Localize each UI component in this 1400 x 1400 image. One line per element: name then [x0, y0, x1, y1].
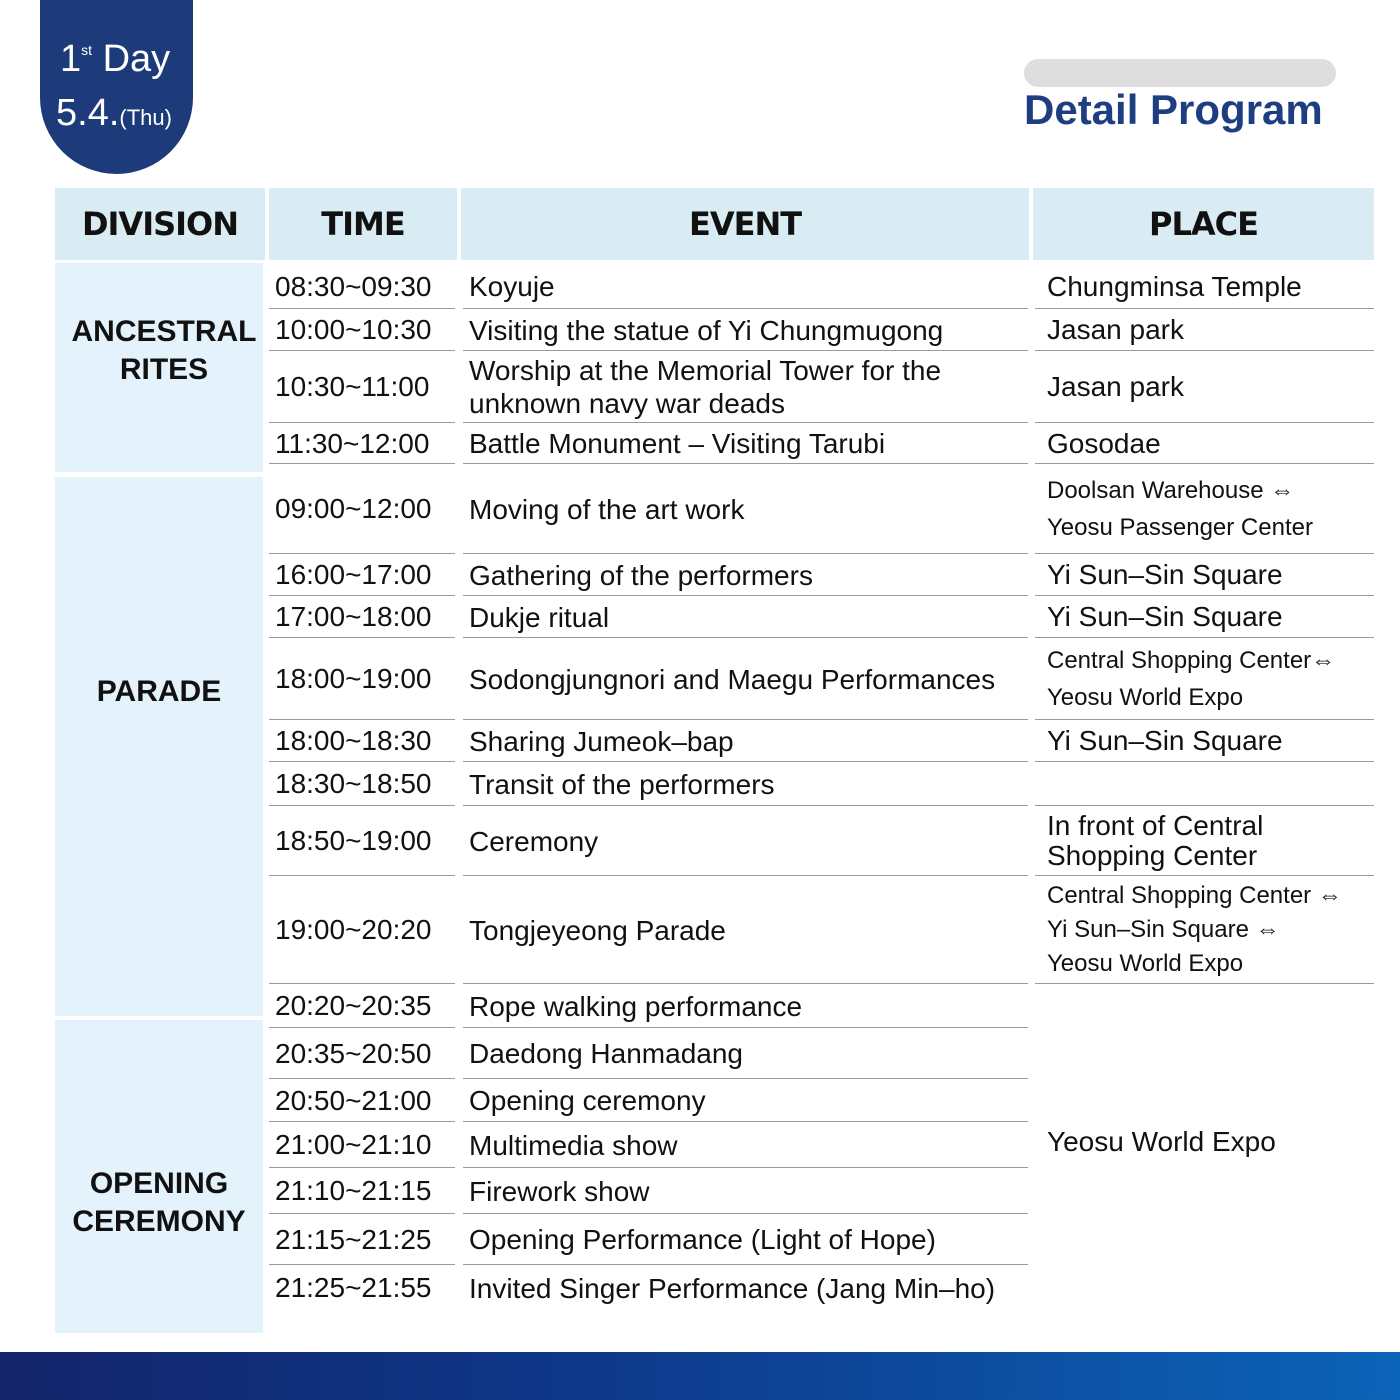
division-label: ANCESTRAL RITES: [71, 315, 257, 386]
time-cell: 16:00~17:00: [275, 559, 432, 590]
row-divider: [463, 719, 1028, 720]
division-label: PARADE: [96, 674, 222, 708]
event-cell: Gathering of the performers: [469, 559, 813, 591]
event-cell: Worship at the Memorial Tower for the unknown navy war deads: [469, 355, 942, 419]
header-place: PLACE: [1033, 188, 1374, 260]
row-divider: [269, 1167, 455, 1168]
row-divider: [463, 1078, 1028, 1079]
row-divider: [1035, 719, 1374, 720]
row-divider: [463, 553, 1028, 554]
page-title: Detail Program: [1024, 86, 1323, 133]
time-cell: 09:00~12:00: [275, 493, 432, 524]
row-divider: [463, 1121, 1028, 1122]
place-cell: Chungminsa Temple: [1047, 270, 1302, 302]
time-cell: 10:00~10:30: [275, 314, 432, 345]
division-parade: [55, 477, 263, 1016]
row-divider: [463, 1213, 1028, 1214]
time-cell: 18:00~18:30: [275, 725, 432, 756]
place-cell: Jasan park: [1047, 314, 1184, 345]
time-cell: 18:30~18:50: [275, 768, 432, 799]
row-divider: [463, 805, 1028, 806]
row-divider: [269, 553, 455, 554]
event-cell: Multimedia show: [469, 1129, 678, 1161]
footer-gradient-bar: [0, 1352, 1400, 1400]
event-cell: Transit of the performers: [469, 768, 775, 800]
row-divider: [1035, 350, 1374, 351]
row-divider: [269, 983, 455, 984]
event-cell: Rope walking performance: [469, 990, 803, 1022]
event-cell: Koyuje: [469, 271, 555, 302]
row-divider: [269, 463, 455, 464]
time-cell: 20:20~20:35: [275, 990, 432, 1021]
event-cell: Firework show: [469, 1175, 650, 1207]
event-cell: Sharing Jumeok–bap: [469, 725, 734, 757]
event-cell: Dukje ritual: [469, 601, 610, 633]
row-divider: [269, 875, 455, 876]
place-cell: Yi Sun–Sin Square: [1047, 601, 1283, 632]
time-cell: 08:30~09:30: [275, 270, 432, 302]
time-cell: 18:00~19:00: [275, 663, 432, 694]
time-cell: 21:00~21:10: [275, 1129, 432, 1160]
event-cell: Moving of the art work: [469, 493, 745, 525]
division-ancestral-rites: [55, 263, 263, 472]
row-divider: [463, 1264, 1028, 1265]
row-divider: [269, 1264, 455, 1265]
day-label: 1st Day: [60, 38, 171, 80]
row-divider: [463, 595, 1028, 596]
event-cell: Opening Performance (Light of Hope): [469, 1224, 936, 1255]
row-divider: [269, 1121, 455, 1122]
place-cell: Gosodae: [1047, 427, 1161, 459]
time-cell: 18:50~19:00: [275, 825, 432, 856]
row-divider: [1035, 983, 1374, 984]
place-cell: In front of Central Shopping Center: [1047, 810, 1264, 871]
event-cell: Invited Singer Performance (Jang Min–ho): [469, 1272, 996, 1304]
time-cell: 17:00~18:00: [275, 601, 432, 632]
row-divider: [463, 1027, 1028, 1028]
row-divider: [463, 983, 1028, 984]
place-cell: Yi Sun–Sin Square: [1047, 559, 1283, 590]
row-divider: [1035, 595, 1374, 596]
header-time: TIME: [269, 188, 457, 260]
row-divider: [269, 1213, 455, 1214]
row-divider: [269, 350, 455, 351]
division-label: OPENING CEREMONY: [72, 1167, 246, 1238]
division-opening-ceremony: [55, 1020, 263, 1333]
time-cell: 21:15~21:25: [275, 1223, 432, 1255]
time-cell: 21:10~21:15: [275, 1175, 432, 1206]
title-decoration-bar: [1024, 59, 1336, 87]
event-cell: Ceremony: [469, 825, 599, 857]
row-divider: [1035, 463, 1374, 464]
time-cell: 20:50~21:00: [275, 1084, 432, 1116]
row-divider: [463, 637, 1028, 638]
row-divider: [1035, 553, 1374, 554]
time-cell: 10:30~11:00: [275, 371, 430, 402]
place-cell: Central Shopping Center ⇔ Yi Sun–Sin Square ⇔ Yeosu World Expo: [1047, 882, 1342, 977]
row-divider: [269, 1078, 455, 1079]
row-divider: [1035, 308, 1374, 309]
row-divider: [463, 761, 1028, 762]
place-cell: Doolsan Warehouse ⇔ Yeosu Passenger Center: [1047, 477, 1313, 541]
row-divider: [1035, 805, 1374, 806]
day-badge: [40, 0, 193, 174]
place-cell: Jasan park: [1047, 371, 1184, 402]
row-divider: [463, 463, 1028, 464]
row-divider: [269, 595, 455, 596]
place-cell: Yi Sun–Sin Square: [1047, 725, 1283, 756]
row-divider: [269, 805, 455, 806]
row-divider: [463, 875, 1028, 876]
row-divider: [463, 1167, 1028, 1168]
date-label: 5.4.(Thu): [56, 92, 172, 134]
row-divider: [269, 719, 455, 720]
row-divider: [269, 761, 455, 762]
time-cell: 21:25~21:55: [275, 1272, 432, 1303]
event-cell: Tongjeyeong Parade: [469, 914, 726, 946]
row-divider: [463, 308, 1028, 309]
place-cell: Central Shopping Center⇔ Yeosu World Expo: [1047, 647, 1336, 711]
row-divider: [1035, 422, 1374, 423]
event-cell: Daedong Hanmadang: [469, 1038, 743, 1069]
event-cell: Visiting the statue of Yi Chungmugong: [469, 314, 944, 346]
row-divider: [269, 308, 455, 309]
row-divider: [463, 350, 1028, 351]
row-divider: [463, 422, 1028, 423]
event-cell: Battle Monument – Visiting Tarubi: [469, 428, 886, 459]
row-divider: [269, 637, 455, 638]
place-cell-merged: Yeosu World Expo: [1047, 1126, 1276, 1157]
row-divider: [1035, 875, 1374, 876]
row-divider: [269, 1027, 455, 1028]
row-divider: [1035, 637, 1374, 638]
row-divider: [269, 422, 455, 423]
header-division: DIVISION: [55, 188, 265, 260]
event-cell: Opening ceremony: [469, 1085, 706, 1116]
time-cell: 19:00~20:20: [275, 914, 432, 945]
event-cell: Sodongjungnori and Maegu Performances: [469, 663, 996, 695]
row-divider: [1035, 761, 1374, 762]
time-cell: 20:35~20:50: [275, 1037, 432, 1069]
header-event: EVENT: [461, 188, 1029, 260]
time-cell: 11:30~12:00: [275, 427, 430, 459]
